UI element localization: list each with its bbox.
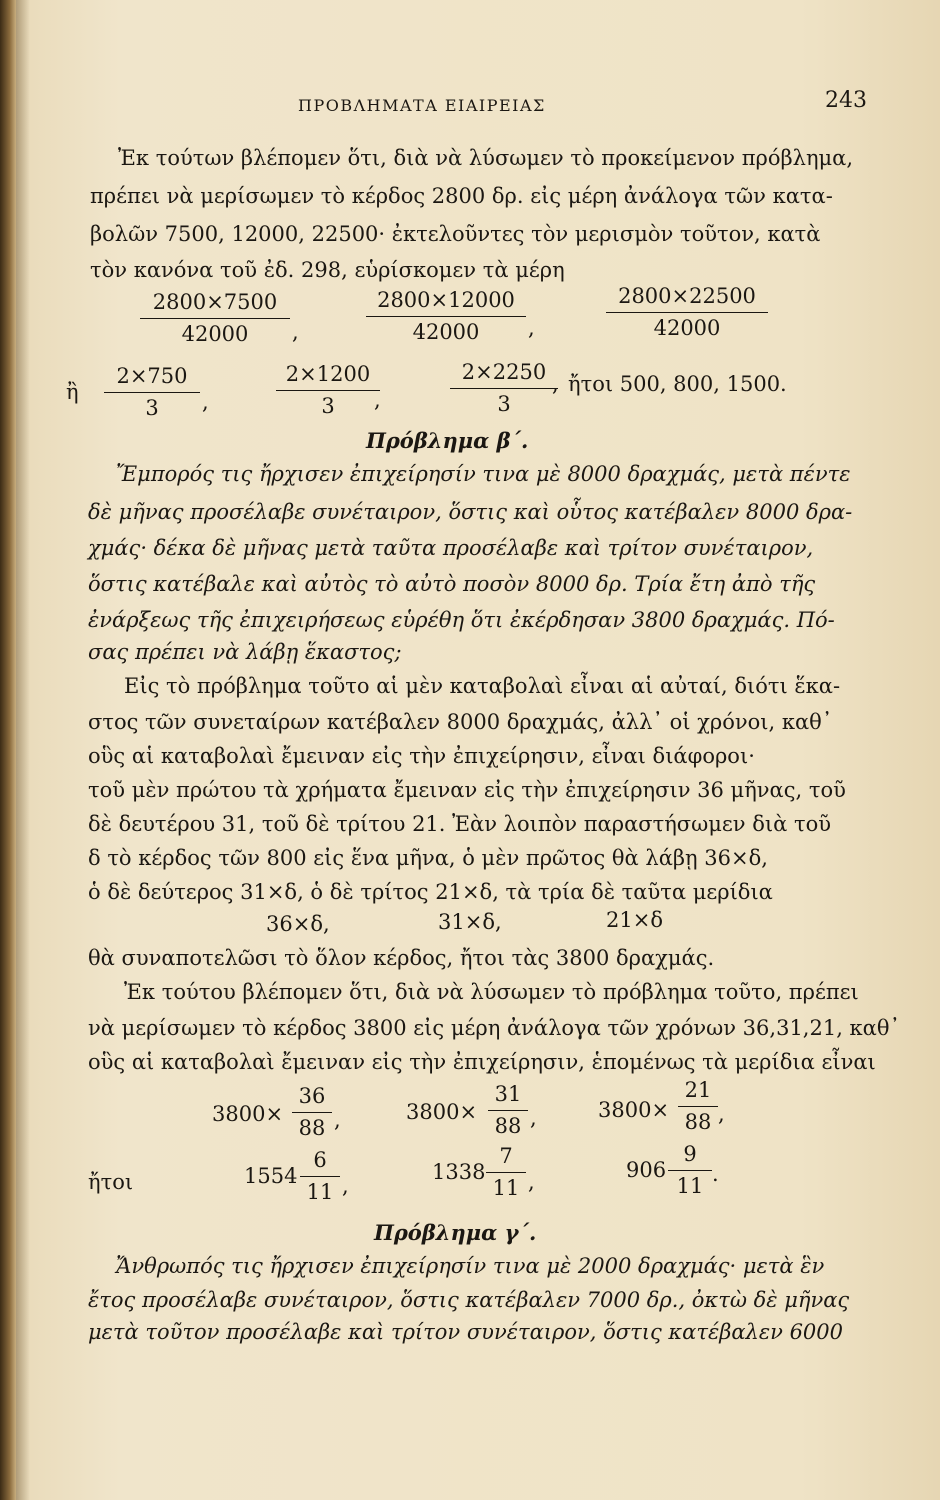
fraction-denominator: 3 <box>145 396 159 420</box>
fraction-numerator: 2×750 <box>104 366 200 393</box>
problem-statement-line: Ἄνθρωπός τις ἤρχισεν ἐπιχείρησίν τινα μὲ 2000 δραχμάς· μετὰ ἓν <box>116 1254 825 1278</box>
solution-line: θὰ συναποτελῶσι τὸ ὅλον κέρδος, ἤτοι τὰς 3800 δραχμάς. <box>88 946 715 970</box>
separator: , <box>530 1106 537 1130</box>
solution-line: ὁ δὲ δεύτερος 31×δ, ὁ δὲ τρίτος 21×δ, τὰ τρία δὲ ταῦτα μερίδια <box>88 880 773 904</box>
problem-statement-line: σας πρέπει νὰ λάβῃ ἕκαστος; <box>88 640 402 664</box>
result-whole: 1338 <box>432 1160 486 1184</box>
etoi-word: ἤτοι <box>88 1170 134 1194</box>
fraction-denominator: 11 <box>492 1176 520 1200</box>
fraction-numerator: 36 <box>292 1086 332 1113</box>
share-term: 21×δ <box>606 908 663 932</box>
fraction-numerator: 7 <box>486 1146 526 1173</box>
fraction <box>678 1080 718 1133</box>
fraction-numerator: 31 <box>488 1084 528 1111</box>
fraction-denominator: 88 <box>494 1114 522 1138</box>
solution-line: οὓς αἱ καταβολαὶ ἔμειναν εἰς τὴν ἐπιχείρησιν, εἶναι διάφοροι· <box>88 744 755 768</box>
separator: , <box>374 388 381 412</box>
separator: , <box>334 1108 341 1132</box>
problem-c-heading: Πρόβλημα γ΄. <box>374 1220 537 1245</box>
fraction <box>450 362 558 415</box>
share-term: 36×δ, <box>266 912 330 936</box>
fraction <box>486 1146 526 1199</box>
problem-statement-line: Ἔμπορός τις ἤρχισεν ἐπιχείρησίν τινα μὲ 8000 δραχμάς, μετὰ πέντε <box>116 462 851 486</box>
separator: , <box>718 1102 725 1126</box>
separator: , <box>292 320 299 344</box>
page-number: 243 <box>825 88 867 113</box>
solution-line: Εἰς τὸ πρόβλημα τοῦτο αἱ μὲν καταβολαὶ εἶναι αἱ αὐταί, διότι ἕκα- <box>124 674 841 698</box>
fraction-numerator: 6 <box>300 1150 340 1177</box>
fraction-denominator: 11 <box>306 1180 334 1204</box>
fraction-numerator: 2×2250 <box>450 362 558 389</box>
fraction <box>276 364 380 417</box>
fraction <box>366 290 526 343</box>
fraction-denominator: 11 <box>676 1174 704 1198</box>
fraction <box>292 1086 332 1139</box>
fraction-denominator: 42000 <box>181 322 249 346</box>
fraction-numerator: 2×1200 <box>276 364 380 391</box>
fraction <box>140 292 290 345</box>
fraction-numerator: 2800×12000 <box>366 290 526 317</box>
share-term: 31×δ, <box>438 910 502 934</box>
running-title: ΠΡΟΒΛΗΜΑΤΑ ΕΙΑΙΡΕΙΑΣ <box>298 96 546 115</box>
fraction-numerator: 9 <box>668 1144 712 1171</box>
problem-statement-line: χμάς· δέκα δὲ μῆνας μετὰ ταῦτα προσέλαβε καὶ τρίτον συνέταιρον, <box>88 536 814 560</box>
solution-line: δὲ δευτέρου 31, τοῦ δὲ τρίτου 21. Ἐὰν λοιπὸν παραστήσωμεν διὰ τοῦ <box>88 812 831 836</box>
separator: . <box>712 1162 719 1186</box>
problem-b-heading: Πρόβλημα β΄. <box>366 428 529 453</box>
text-line: βολῶν 7500, 12000, 22500· ἐκτελοῦντες τὸν μερισμὸν τοῦτον, κατὰ <box>90 222 821 246</box>
fraction <box>606 286 768 339</box>
gutter-shadow <box>16 0 30 1500</box>
problem-statement-line: ὅστις κατέβαλε καὶ αὐτὸς τὸ αὐτὸ ποσὸν 8000 δρ. Τρία ἔτη ἀπὸ τῆς <box>88 572 816 596</box>
result-text: ἤτοι 500, 800, 1500. <box>568 372 787 396</box>
fraction <box>488 1084 528 1137</box>
conclusion-line: νὰ μερίσωμεν τὸ κέρδος 3800 εἰς μέρη ἀνάλογα τῶν χρόνων 36,31,21, καθ᾽ <box>88 1016 900 1040</box>
text-line: τὸν κανόνα τοῦ ἐδ. 298, εὑρίσκομεν τὰ μέρη <box>90 258 565 282</box>
fraction <box>668 1144 712 1197</box>
separator: , <box>528 1170 535 1194</box>
product-whole: 3800× <box>598 1098 670 1122</box>
problem-statement-line: ἐνάρξεως τῆς ἐπιχειρήσεως εὑρέθη ὅτι ἐκέρδησαν 3800 δραχμάς. Πό- <box>88 608 835 632</box>
fraction-numerator: 2800×22500 <box>606 286 768 313</box>
fraction-denominator: 42000 <box>412 320 480 344</box>
solution-line: τοῦ μὲν πρώτου τὰ χρήματα ἔμειναν εἰς τὴν ἐπιχείρησιν 36 μῆνας, τοῦ <box>88 778 846 802</box>
problem-statement-line: μετὰ τοῦτον προσέλαβε καὶ τρίτον συνέταιρον, ὅστις κατέβαλεν 6000 <box>88 1320 844 1344</box>
text-line: πρέπει νὰ μερίσωμεν τὸ κέρδος 2800 δρ. εἰς μέρη ἀνάλογα τῶν κατα- <box>90 184 833 208</box>
fraction <box>300 1150 340 1203</box>
book-spine <box>0 0 16 1500</box>
problem-statement-line: δὲ μῆνας προσέλαβε συνέταιρον, ὅστις καὶ οὗτος κατέβαλεν 8000 δρα- <box>88 500 853 524</box>
product-whole: 3800× <box>406 1100 478 1124</box>
separator: , <box>552 372 559 396</box>
solution-line: δ τὸ κέρδος τῶν 800 εἰς ἕνα μῆνα, ὁ μὲν πρῶτος θὰ λάβῃ 36×δ, <box>88 846 768 870</box>
fraction-numerator: 2800×7500 <box>140 292 290 319</box>
fraction-denominator: 88 <box>684 1110 712 1134</box>
solution-line: στος τῶν συνεταίρων κατέβαλεν 8000 δραχμάς, ἀλλ᾽ οἱ χρόνοι, καθ᾽ <box>88 710 833 734</box>
conclusion-line: Ἐκ τούτου βλέπομεν ὅτι, διὰ νὰ λύσωμεν τὸ πρόβλημα τοῦτο, πρέπει <box>124 980 859 1004</box>
fraction-numerator: 21 <box>678 1080 718 1107</box>
separator: , <box>202 390 209 414</box>
conclusion-line: οὓς αἱ καταβολαὶ ἔμειναν εἰς τὴν ἐπιχείρησιν, ἑπομένως τὰ μερίδια εἶναι <box>88 1050 876 1074</box>
problem-statement-line: ἔτος προσέλαβε συνέταιρον, ὅστις κατέβαλεν 7000 δρ., ὀκτὼ δὲ μῆνας <box>88 1288 850 1312</box>
separator: , <box>528 316 535 340</box>
fraction-denominator: 3 <box>497 392 511 416</box>
separator: , <box>342 1174 349 1198</box>
result-whole: 1554 <box>244 1164 298 1188</box>
result-whole: 906 <box>626 1158 667 1182</box>
product-whole: 3800× <box>212 1102 284 1126</box>
text-line: Ἐκ τούτων βλέπομεν ὅτι, διὰ νὰ λύσωμεν τὸ προκείμενον πρόβλημα, <box>118 146 854 170</box>
eta-word: ἢ <box>66 380 79 404</box>
fraction-denominator: 42000 <box>653 316 721 340</box>
fraction <box>104 366 200 419</box>
fraction-denominator: 88 <box>298 1116 326 1140</box>
fraction-denominator: 3 <box>321 394 335 418</box>
